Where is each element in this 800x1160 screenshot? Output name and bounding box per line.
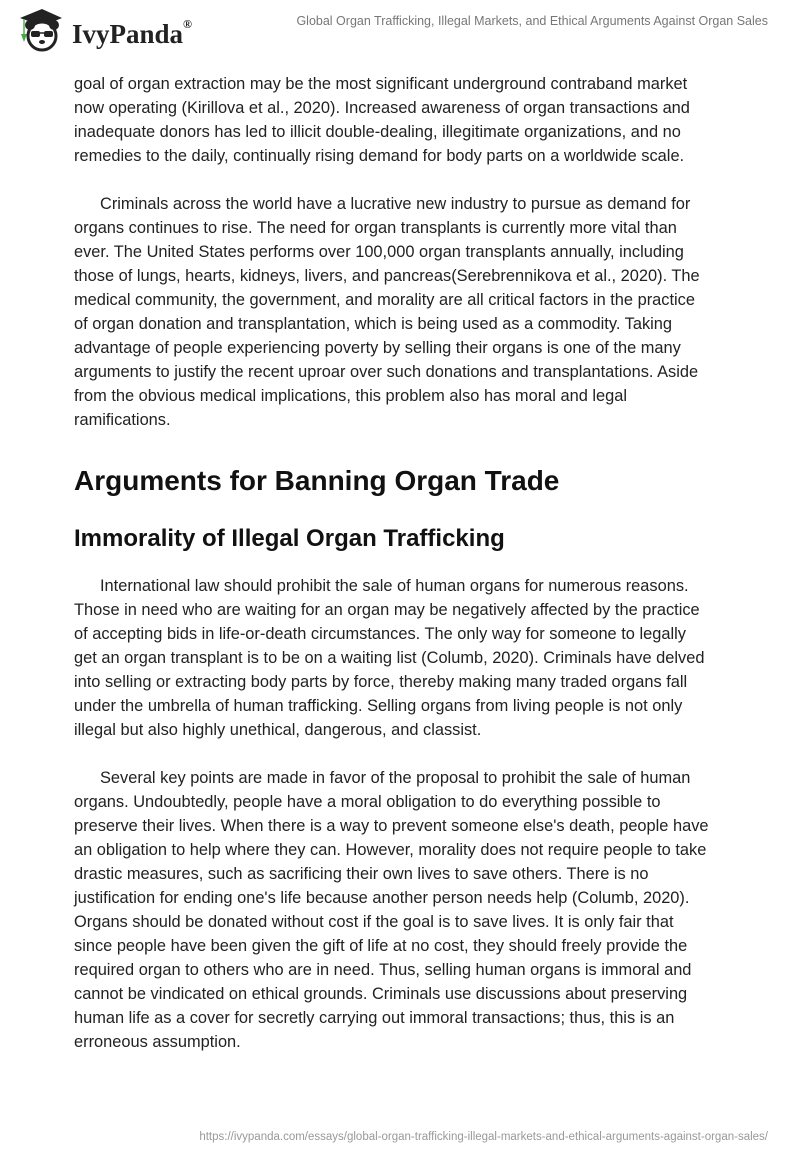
text-line: illegal but also highly unethical, dangerous, and classist. — [74, 721, 482, 739]
text-line: medical community, the government, and morality are all critical factors in the practice — [74, 291, 695, 309]
text-line: preserve their lives. When there is a way to prevent someone else's death, people have — [74, 817, 709, 835]
registered-mark: ® — [183, 16, 193, 31]
panda-graduate-icon — [16, 6, 64, 54]
text-line: ramifications. — [74, 411, 171, 429]
text-line: since people have been given the gift of life at no cost, they should freely provide the — [74, 937, 688, 955]
paragraph — [74, 192, 774, 432]
footer-url[interactable]: https://ivypanda.com/essays/global-organ-trafficking-illegal-markets-and-ethical-arguments-against-organ-sales/ — [199, 1131, 768, 1143]
paragraph — [74, 72, 774, 168]
text-line: Organs should be donated without cost if the goal is to save lives. It is only fair that — [74, 913, 674, 931]
text-line: required organ to others who are in need. Thus, selling human organs is immoral and — [74, 961, 692, 979]
text-line: under the umbrella of human trafficking. Selling organs from living people is not only — [74, 697, 683, 715]
logo-wordmark: IvyPanda — [72, 18, 184, 49]
text-line: goal of organ extraction may be the most significant underground contraband market — [74, 75, 688, 93]
essay-content — [74, 72, 774, 1078]
page-header — [0, 0, 800, 60]
text-line: inadequate donors has led to illicit double-dealing, illegitimate organizations, and no — [74, 123, 681, 141]
text-line: from the obvious medical implications, this problem also has moral and legal — [74, 387, 627, 405]
paragraph — [74, 766, 774, 1054]
text-line: Those in need who are waiting for an organ may be negatively affected by the practice — [74, 601, 700, 619]
text-line: organs. Undoubtedly, people have a moral obligation to do everything possible to — [74, 793, 661, 811]
text-line: Several key points are made in favor of the proposal to prohibit the sale of human — [100, 769, 691, 787]
text-line: an obligation to help where they can. However, morality does not require people to take — [74, 841, 707, 859]
text-line: drastic measures, such as sacrificing their own lives to save others. There is no — [74, 865, 649, 883]
text-line: of accepting bids in life-or-death circumstances. The only way for someone to legally — [74, 625, 686, 643]
ivypanda-logo[interactable] — [16, 6, 192, 54]
text-line: of organ donation and transplantation, which is being used as a commodity. Taking — [74, 315, 673, 333]
text-line: remedies to the daily, continually rising demand for body parts on a worldwide scale. — [74, 147, 685, 165]
section-heading: Arguments for Banning Organ Trade — [74, 465, 560, 496]
document-title: Global Organ Trafficking, Illegal Markets, and Ethical Arguments Against Organ Sales — [296, 14, 768, 28]
text-line: arguments to justify the recent uproar over such donations and transplantations. Aside — [74, 363, 699, 381]
text-line: Criminals across the world have a lucrative new industry to pursue as demand for — [100, 195, 691, 213]
paragraph — [74, 574, 774, 742]
text-line: get an organ transplant is to be on a waiting list (Columb, 2020). Criminals have delved — [74, 649, 705, 667]
text-line: into selling or extracting body parts by force, thereby making many traded organs fall — [74, 673, 688, 691]
text-line: International law should prohibit the sale of human organs for numerous reasons. — [100, 577, 689, 595]
text-line: now operating (Kirillova et al., 2020). Increased awareness of organ transactions and — [74, 99, 690, 117]
text-line: erroneous assumption. — [74, 1033, 241, 1051]
text-line: advantage of people experiencing poverty by selling their organs is one of the many — [74, 339, 681, 357]
text-line: human life as a cover for secretly carrying out immoral transactions; thus, this is an — [74, 1009, 675, 1027]
text-line: justification for ending one's life because another person needs help (Columb, 2020). — [74, 889, 690, 907]
text-line: cannot be vindicated on ethical grounds. Criminals use discussions about preserving — [74, 985, 688, 1003]
text-line: ever. The United States performs over 100,000 organ transplants annually, including — [74, 243, 684, 261]
text-line: those of lungs, hearts, kidneys, livers, and pancreas(Serebrennikova et al., 2020). The — [74, 267, 700, 285]
text-line: organs continues to rise. The need for organ transplants is currently more vital than — [74, 219, 677, 237]
subsection-heading: Immorality of Illegal Organ Trafficking — [74, 525, 505, 552]
logo-text — [72, 16, 193, 50]
